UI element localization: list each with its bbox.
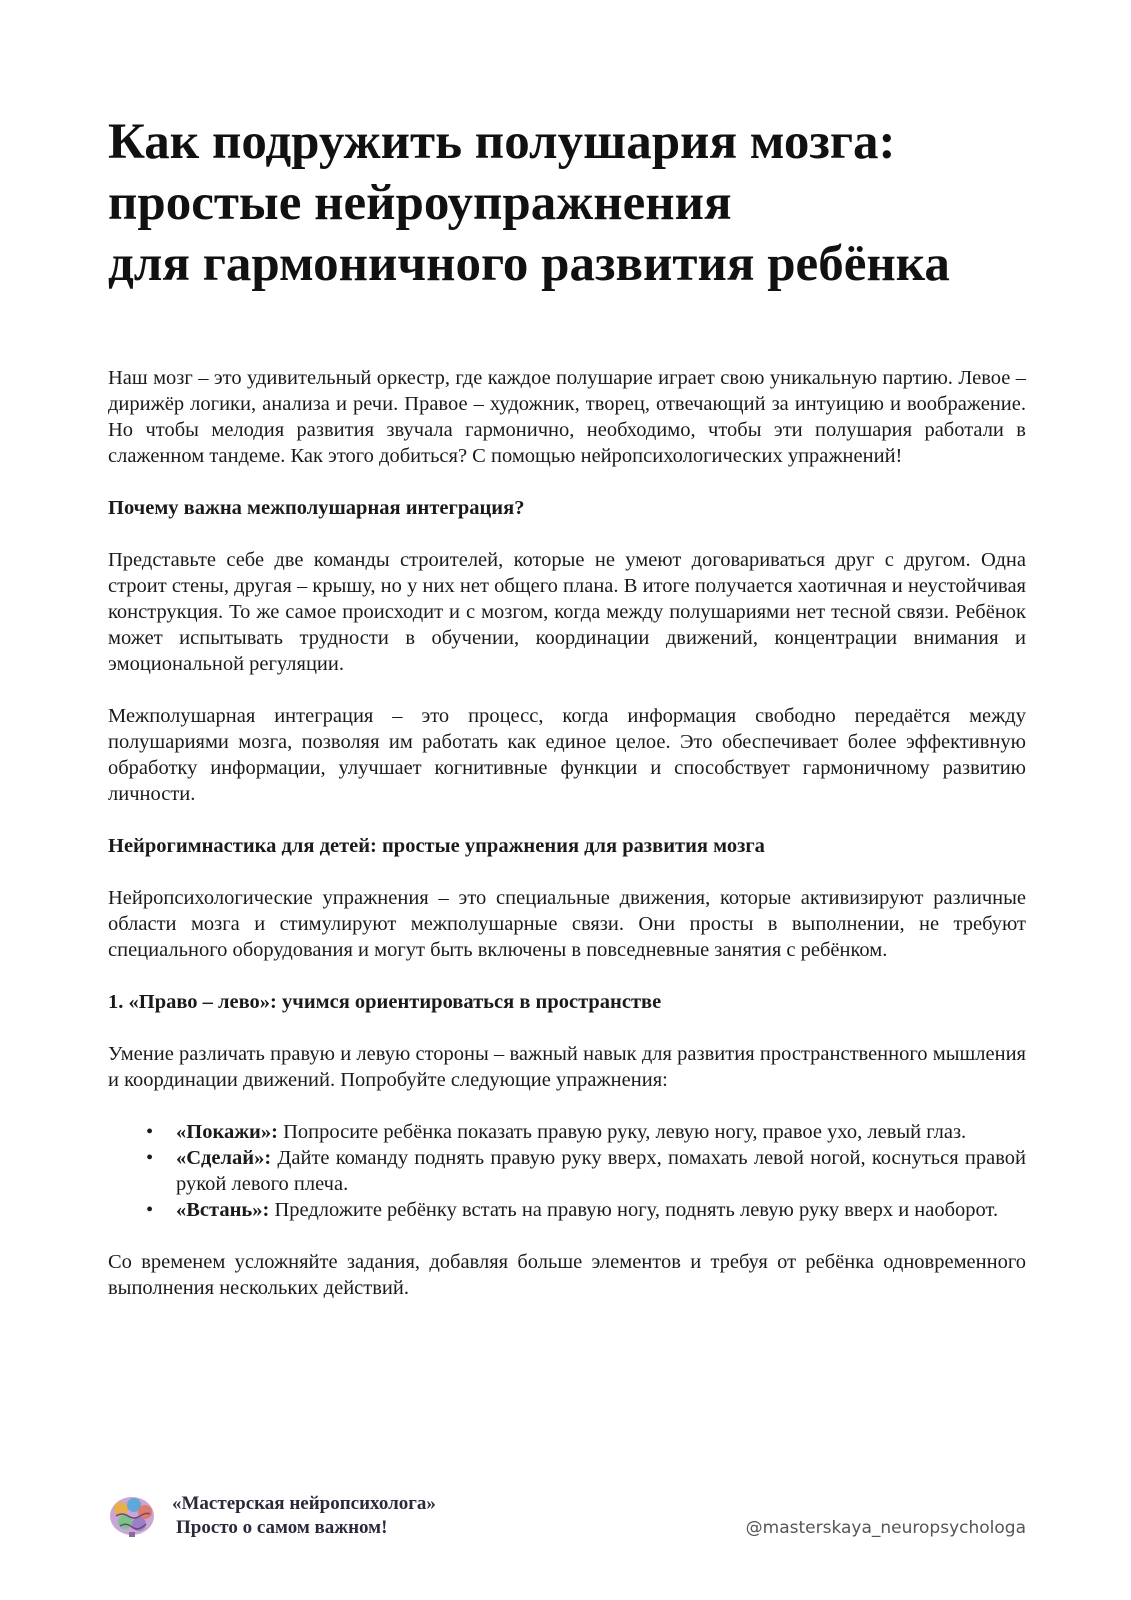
list-item-text: Предложите ребёнку встать на правую ногу, поднять левую руку вверх и наоборот. <box>269 1199 999 1221</box>
intro-paragraph: Наш мозг – это удивительный оркестр, где каждое полушарие играет свою уникальную партию. Левое – дирижёр логики, анализа и речи. Правое – художник, творец, отвечающий за интуицию и воображение. Но чтобы мелодия развития звучала гармонично, необходимо, чтобы эти полушария работали в слаженном тандеме. Как этого добиться? С помощью нейропсихологических упражнений! <box>108 367 1026 467</box>
list-item <box>146 1145 1026 1197</box>
section-1-paragraph-2: Межполушарная интеграция – это процесс, когда информация свободно передаётся между полушариями мозга, позволяя им работать как единое целое. Это обеспечивает более эффективную обработку информации, улучшает когнитивные функции и способствует гармоничному развитию личности. <box>108 705 1026 805</box>
section-2-paragraph-1: Нейропсихологические упражнения – это специальные движения, которые активизируют различные области мозга и стимулируют межполушарные связи. Они просты в выполнении, не требуют специального оборудования и могут быть включены в повседневные занятия с ребёнком. <box>108 887 1026 961</box>
title-block <box>108 112 1026 295</box>
article-body <box>108 365 1026 1327</box>
bullet-icon: • <box>146 1121 154 1143</box>
list-item-label: «Покажи»: <box>176 1121 278 1143</box>
page-title <box>108 112 1026 295</box>
list-item-text: Попросите ребёнка показать правую руку, левую ногу, правое ухо, левый глаз. <box>277 1121 967 1143</box>
section-3-heading: 1. «Право – лево»: учимся ориентироваться в пространстве <box>108 991 662 1013</box>
list-item-text: Дайте команду поднять правую руку вверх, помахать левой ногой, коснуться правой рукой левого плеча. <box>176 1147 1026 1195</box>
page-footer <box>108 1492 1026 1552</box>
brand-tagline: Просто о самом важном! <box>176 1517 388 1538</box>
list-item-label: «Встань»: <box>176 1199 270 1221</box>
list-item-label: «Сделай»: <box>176 1147 272 1169</box>
brand-name: «Мастерская нейропсихолога» <box>172 1493 436 1514</box>
section-3-paragraph-2: Со временем усложняйте задания, добавляя больше элементов и требуя от ребёнка одновременного выполнения нескольких действий. <box>108 1251 1026 1299</box>
exercise-list <box>108 1119 1026 1223</box>
section-2-heading: Нейрогимнастика для детей: простые упражнения для развития мозга <box>108 835 765 857</box>
title-line-3: для гармоничного развития ребёнка <box>108 236 950 292</box>
section-3-paragraph-1: Умение различать правую и левую стороны – важный навык для развития пространственного мышления и координации движений. Попробуйте следующие упражнения: <box>108 1043 1026 1091</box>
bullet-icon: • <box>146 1199 154 1221</box>
social-handle: @masterskaya_neuropsychologa <box>745 1518 1026 1538</box>
bullet-icon: • <box>146 1147 154 1169</box>
section-1-paragraph-1: Представьте себе две команды строителей, которые не умеют договариваться друг с другом. Одна строит стены, другая – крышу, но у них нет общего плана. В итоге получается хаотичная и неустойчивая конструкция. То же самое происходит и с мозгом, когда между полушариями нет тесной связи. Ребёнок может испытывать трудности в обучении, координации движений, концентрации внимания и эмоциональной регуляции. <box>108 549 1026 675</box>
section-1-heading: Почему важна межполушарная интеграция? <box>108 497 525 519</box>
brand-block <box>172 1492 436 1540</box>
title-line-1: Как подружить полушария мозга: <box>108 114 896 170</box>
list-item <box>146 1197 1026 1223</box>
title-line-2: простые нейроупражнения <box>108 175 732 231</box>
list-item <box>146 1119 1026 1145</box>
brain-icon <box>108 1494 156 1538</box>
